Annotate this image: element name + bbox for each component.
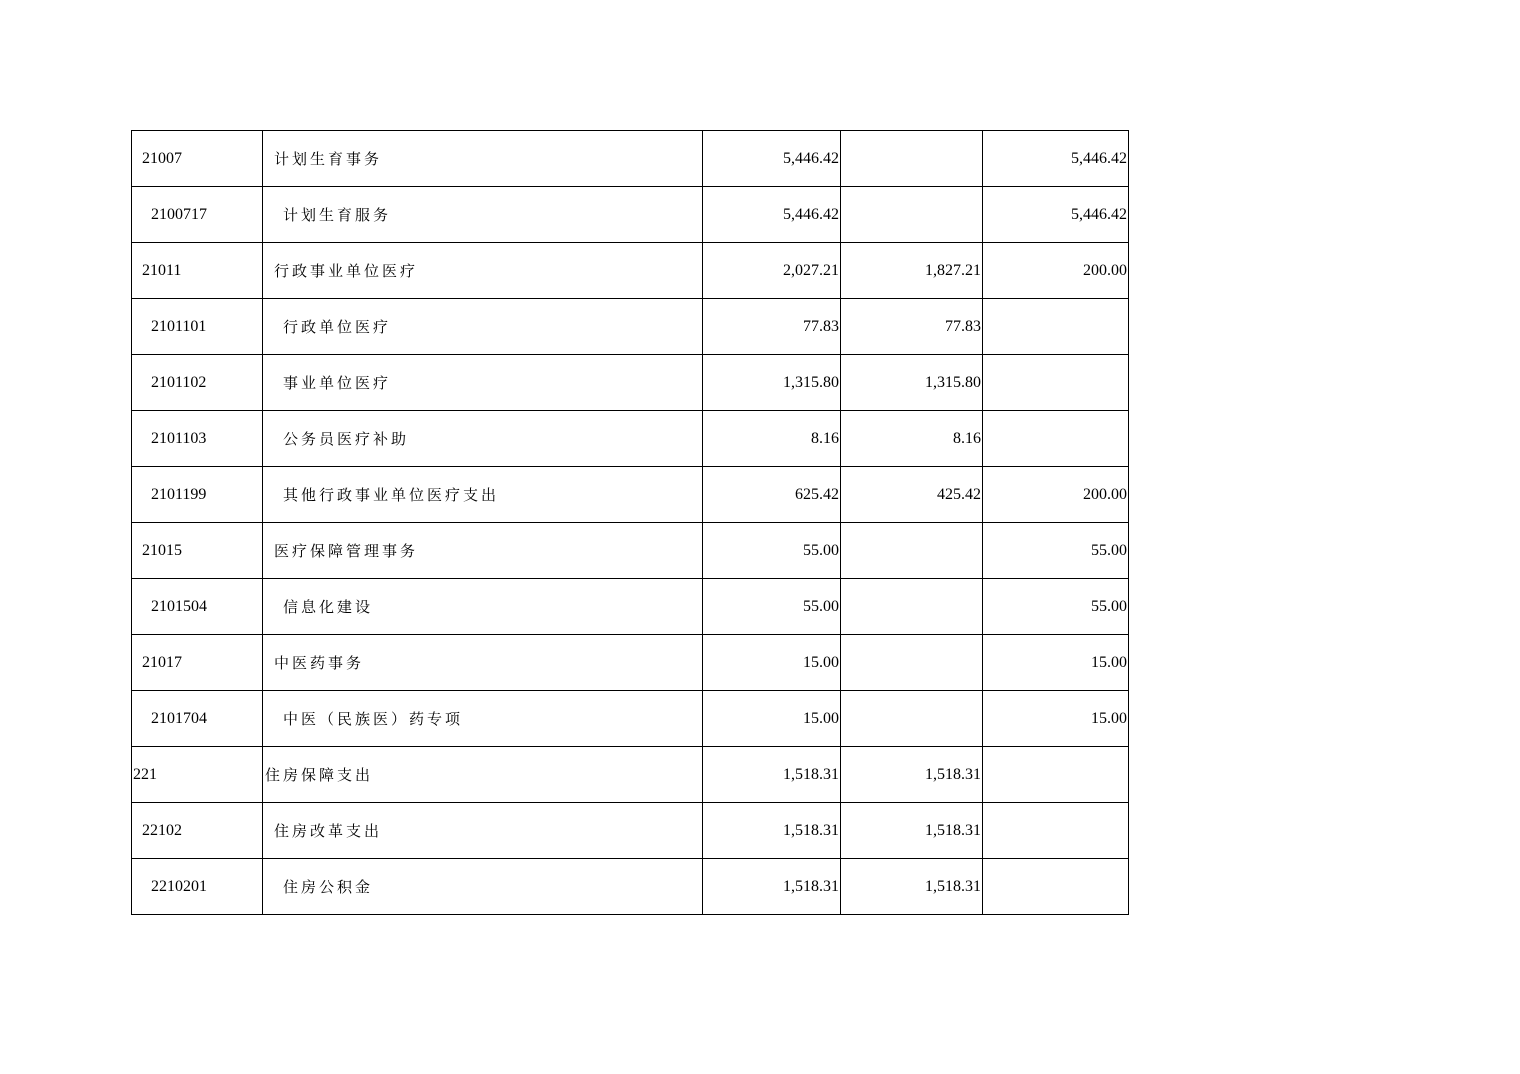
subject-name: 住房改革支出 xyxy=(263,803,703,859)
project-expenditure: 55.00 xyxy=(983,579,1129,635)
subject-name: 事业单位医疗 xyxy=(263,355,703,411)
basic-expenditure xyxy=(841,579,983,635)
subject-code: 21007 xyxy=(132,131,263,187)
table-row xyxy=(132,635,1129,691)
total-amount: 1,518.31 xyxy=(703,747,841,803)
basic-expenditure xyxy=(841,691,983,747)
project-expenditure: 200.00 xyxy=(983,467,1129,523)
total-amount: 5,446.42 xyxy=(703,187,841,243)
basic-expenditure: 1,518.31 xyxy=(841,859,983,915)
table-row xyxy=(132,243,1129,299)
project-expenditure xyxy=(983,859,1129,915)
project-expenditure: 55.00 xyxy=(983,523,1129,579)
subject-name: 计划生育服务 xyxy=(263,187,703,243)
subject-code: 2101103 xyxy=(132,411,263,467)
table-row xyxy=(132,299,1129,355)
subject-name: 其他行政事业单位医疗支出 xyxy=(263,467,703,523)
total-amount: 8.16 xyxy=(703,411,841,467)
total-amount: 1,518.31 xyxy=(703,803,841,859)
table-row xyxy=(132,691,1129,747)
basic-expenditure: 1,827.21 xyxy=(841,243,983,299)
subject-name: 医疗保障管理事务 xyxy=(263,523,703,579)
total-amount: 625.42 xyxy=(703,467,841,523)
project-expenditure: 5,446.42 xyxy=(983,187,1129,243)
subject-code: 22102 xyxy=(132,803,263,859)
total-amount: 15.00 xyxy=(703,691,841,747)
project-expenditure: 200.00 xyxy=(983,243,1129,299)
project-expenditure: 15.00 xyxy=(983,691,1129,747)
total-amount: 2,027.21 xyxy=(703,243,841,299)
subject-code: 21017 xyxy=(132,635,263,691)
basic-expenditure: 1,315.80 xyxy=(841,355,983,411)
subject-code: 221 xyxy=(132,747,263,803)
total-amount: 55.00 xyxy=(703,523,841,579)
table-row xyxy=(132,187,1129,243)
subject-code: 2101102 xyxy=(132,355,263,411)
project-expenditure: 5,446.42 xyxy=(983,131,1129,187)
project-expenditure xyxy=(983,803,1129,859)
basic-expenditure: 1,518.31 xyxy=(841,803,983,859)
basic-expenditure: 425.42 xyxy=(841,467,983,523)
table-row xyxy=(132,131,1129,187)
subject-code: 2101199 xyxy=(132,467,263,523)
subject-name: 中医药事务 xyxy=(263,635,703,691)
table-row xyxy=(132,355,1129,411)
subject-code: 2100717 xyxy=(132,187,263,243)
table-body xyxy=(132,131,1129,915)
table-row xyxy=(132,747,1129,803)
table-row xyxy=(132,803,1129,859)
project-expenditure xyxy=(983,411,1129,467)
basic-expenditure xyxy=(841,187,983,243)
basic-expenditure: 1,518.31 xyxy=(841,747,983,803)
subject-code: 2101704 xyxy=(132,691,263,747)
total-amount: 1,315.80 xyxy=(703,355,841,411)
total-amount: 55.00 xyxy=(703,579,841,635)
subject-name: 计划生育事务 xyxy=(263,131,703,187)
basic-expenditure xyxy=(841,523,983,579)
subject-name: 行政事业单位医疗 xyxy=(263,243,703,299)
expenditure-table xyxy=(131,130,1129,915)
subject-code: 2101504 xyxy=(132,579,263,635)
project-expenditure xyxy=(983,355,1129,411)
subject-name: 行政单位医疗 xyxy=(263,299,703,355)
subject-name: 住房公积金 xyxy=(263,859,703,915)
basic-expenditure: 77.83 xyxy=(841,299,983,355)
table-row xyxy=(132,523,1129,579)
subject-code: 21015 xyxy=(132,523,263,579)
subject-code: 21011 xyxy=(132,243,263,299)
total-amount: 15.00 xyxy=(703,635,841,691)
total-amount: 1,518.31 xyxy=(703,859,841,915)
table-row xyxy=(132,859,1129,915)
subject-name: 住房保障支出 xyxy=(263,747,703,803)
table-row xyxy=(132,579,1129,635)
subject-code: 2101101 xyxy=(132,299,263,355)
basic-expenditure xyxy=(841,635,983,691)
subject-code: 2210201 xyxy=(132,859,263,915)
table-row xyxy=(132,411,1129,467)
project-expenditure: 15.00 xyxy=(983,635,1129,691)
subject-name: 信息化建设 xyxy=(263,579,703,635)
subject-name: 公务员医疗补助 xyxy=(263,411,703,467)
total-amount: 77.83 xyxy=(703,299,841,355)
project-expenditure xyxy=(983,299,1129,355)
basic-expenditure: 8.16 xyxy=(841,411,983,467)
basic-expenditure xyxy=(841,131,983,187)
table-row xyxy=(132,467,1129,523)
total-amount: 5,446.42 xyxy=(703,131,841,187)
subject-name: 中医（民族医）药专项 xyxy=(263,691,703,747)
project-expenditure xyxy=(983,747,1129,803)
